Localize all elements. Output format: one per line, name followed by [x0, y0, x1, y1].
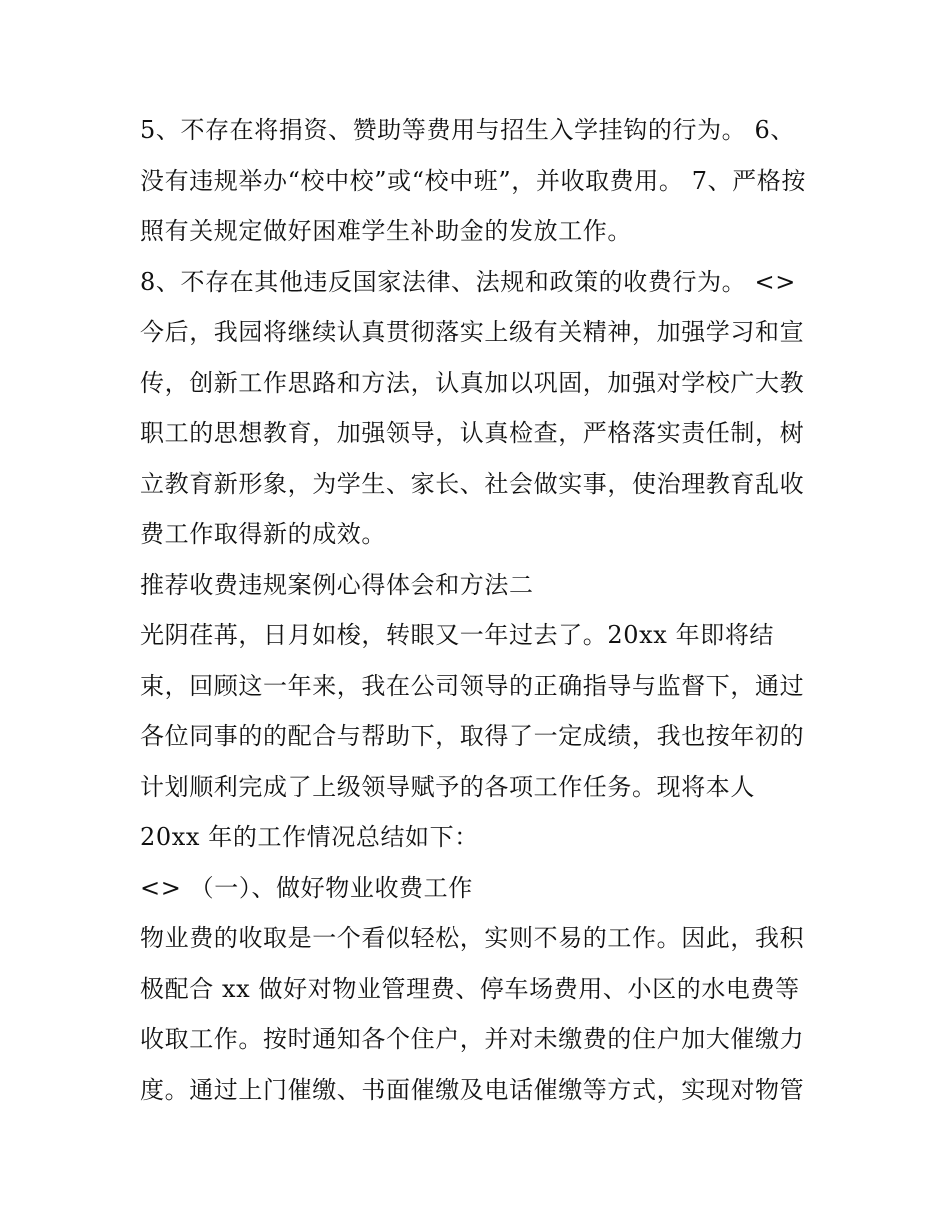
text-line: 度。通过上门催缴、书面催缴及电话催缴等方式，实现对物管	[140, 1076, 805, 1104]
text-line: 各位同事的的配合与帮助下，取得了一定成绩，我也按年初的	[140, 722, 805, 750]
text-line: 5、不存在将捐资、赞助等费用与招生入学挂钩的行为。 6、	[140, 116, 795, 144]
text-line: 20xx 年的工作情况总结如下：	[140, 823, 479, 851]
text-line: 光阴荏苒，日月如梭，转眼又一年过去了。20xx 年即将结	[140, 621, 775, 649]
text-line: 束，回顾这一年来，我在公司领导的正确指导与监督下，通过	[140, 672, 805, 700]
text-line: 传，创新工作思路和方法，认真加以巩固，加强对学校广大教	[140, 369, 805, 397]
text-line: 8、不存在其他违反国家法律、法规和政策的收费行为。 <>	[140, 268, 796, 296]
text-line: 极配合 xx 做好对物业管理费、停车场费用、小区的水电费等	[140, 975, 800, 1003]
text-line: 收取工作。按时通知各个住户，并对未缴费的住户加大催缴力	[140, 1025, 805, 1053]
subsection-heading: <> （一）、做好物业收费工作	[140, 874, 473, 902]
text-line: 照有关规定做好困难学生补助金的发放工作。	[140, 217, 632, 245]
text-line: 立教育新形象，为学生、家长、社会做实事，使治理教育乱收	[140, 470, 805, 498]
text-line: 今后，我园将继续认真贯彻落实上级有关精神，加强学习和宣	[140, 318, 805, 346]
text-line: 职工的思想教育，加强领导，认真检查，严格落实责任制，树	[140, 419, 805, 447]
text-line: 费工作取得新的成效。	[140, 520, 386, 548]
text-line: 没有违规举办“校中校”或“校中班”，并收取费用。 7、严格按	[140, 167, 806, 195]
text-line: 物业费的收取是一个看似轻松，实则不易的工作。因此，我积	[140, 924, 805, 952]
text-line: 计划顺利完成了上级领导赋予的各项工作任务。现将本人	[140, 773, 755, 801]
section-heading: 推荐收费违规案例心得体会和方法二	[140, 571, 534, 599]
